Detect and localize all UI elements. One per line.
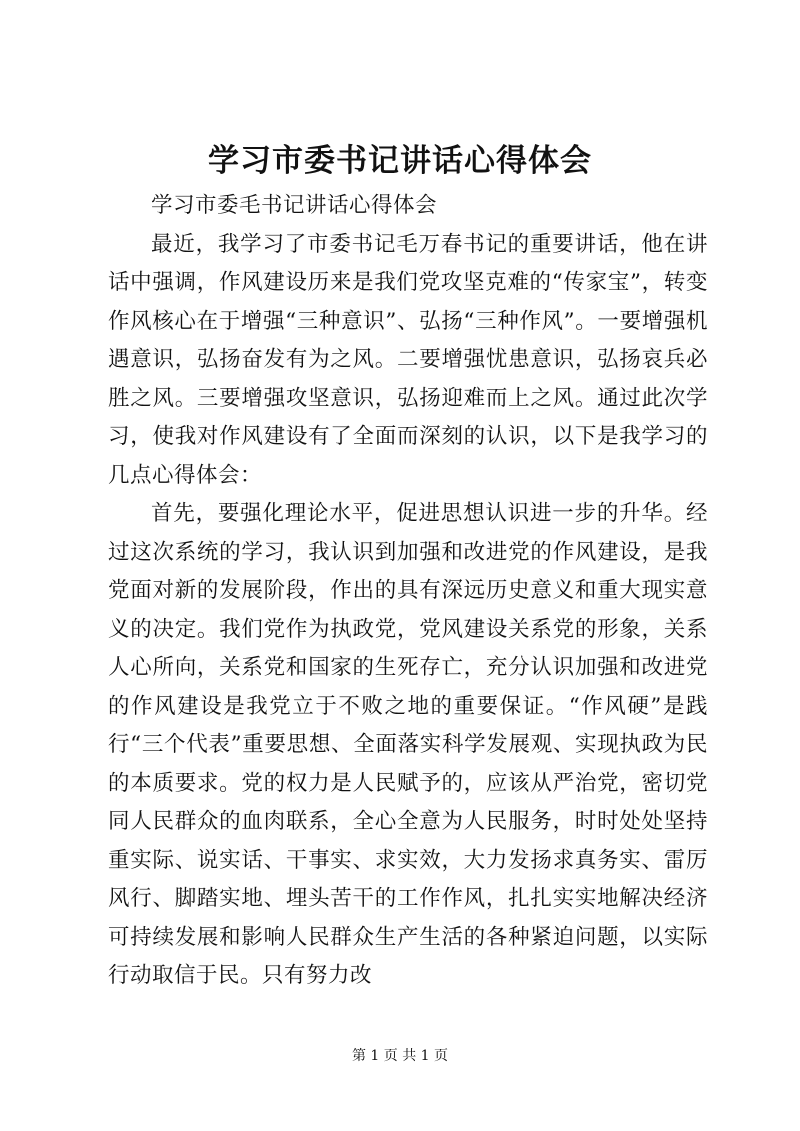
body-paragraph-1: 最近，我学习了市委书记毛万春书记的重要讲话，他在讲话中强调，作风建设历来是我们党攻坚克难的“传家宝”，转变作风核心在于增强“三种意识”、弘扬“三种作风”。一要增强机遇意识，弘扬奋发有为之风。二要增强忧患意识，弘扬哀兵必胜之风。三要增强攻坚意识，弘扬迎难而上之风。通过此次学习，使我对作风建设有了全面而深刻的认识，以下是我学习的几点心得体会： bbox=[108, 231, 708, 488]
page-footer: 第 1 页 共 1 页 bbox=[351, 1048, 449, 1064]
body-paragraph-2: 首先，要强化理论水平，促进思想认识进一步的升华。经过这次系统的学习，我认识到加强和改进党的作风建设，是我党面对新的发展阶段，作出的具有深远历史意义和重大现实意义的决定。我们党作为执政党，党风建设关系党的形象，关系人心所向，关系党和国家的生死存亡，充分认识加强和改进党的作风建设是我党立于不败之地的重要保证。“作风硬”是践行“三个代表”重要思想、全面落实科学发展观、实现执政为民的本质要求。党的权力是人民赋予的，应该从严治党，密切党同人民群众的血肉联系，全心全意为人民服务，时时处处坚持重实际、说实话、干事实、求实效，大力发扬求真务实、雷厉风行、脚踏实地、埋头苦干的工作作风，扎扎实实地解决经济可持续发展和影响人民群众生产生活的各种紧迫问题，以实际行动取信于民。只有努力改 bbox=[108, 501, 708, 988]
document-body bbox=[108, 187, 708, 996]
document-subtitle: 学习市委毛书记讲话心得体会 bbox=[151, 193, 438, 218]
document-title: 学习市委书记讲话心得体会 bbox=[208, 143, 592, 179]
